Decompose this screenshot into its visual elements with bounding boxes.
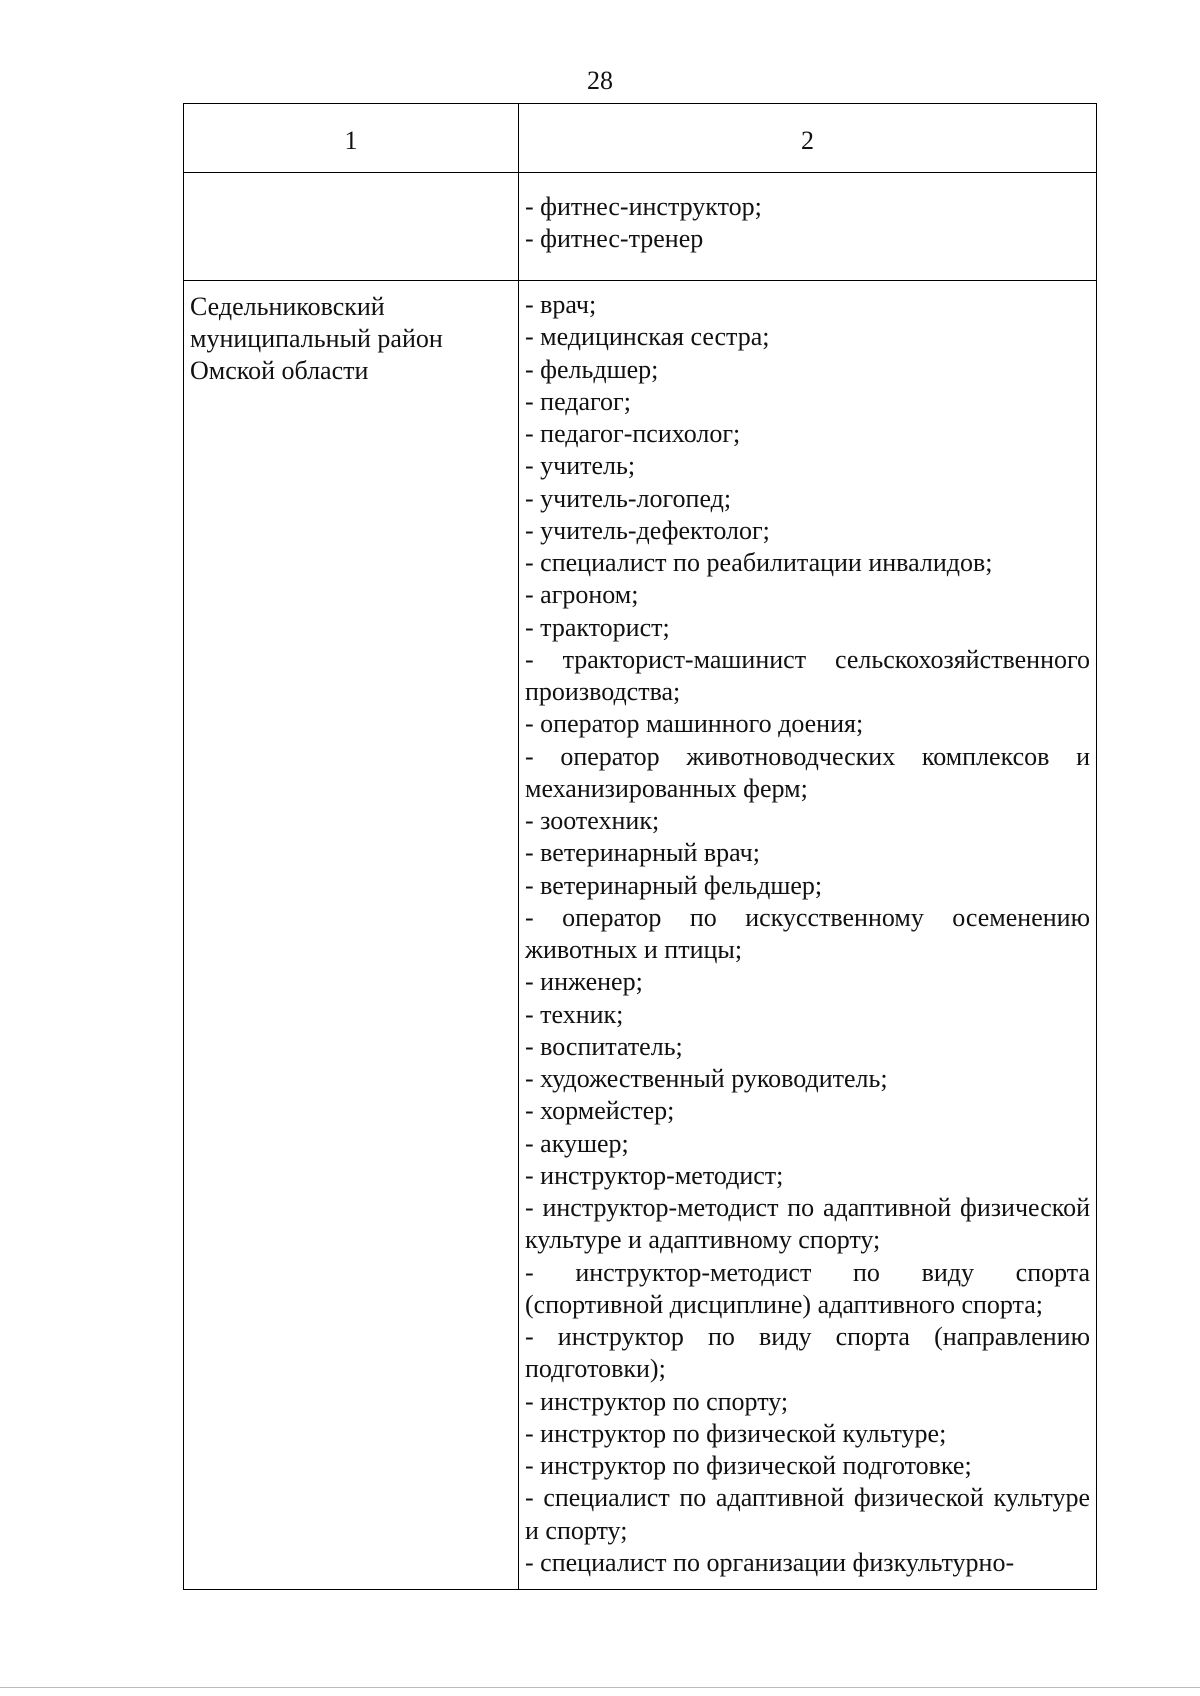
bottom-scan-rule — [0, 1687, 1200, 1688]
profession-item: - фитнес-тренер — [525, 224, 704, 254]
profession-item: - оператор животноводческих комплексов и механизированных ферм; — [525, 741, 1090, 803]
professions-table — [183, 103, 1097, 1590]
table-row-sedelnikovsky — [184, 281, 1097, 1590]
professions-cell-continued — [519, 173, 1097, 281]
profession-item: - ветеринарный фельдшер; — [525, 870, 823, 900]
profession-item: - акушер; — [525, 1128, 629, 1158]
profession-item: - инструктор по спорту; — [525, 1386, 789, 1416]
profession-item: - инструктор-методист; — [525, 1160, 784, 1190]
professions-cell — [519, 281, 1097, 1590]
profession-item: - инструктор по физической культуре; — [525, 1418, 947, 1448]
profession-item: - ветеринарный врач; — [525, 838, 760, 868]
profession-item: - оператор по искусственному осеменению животных и птицы; — [525, 902, 1090, 964]
profession-item: - оператор машинного доения; — [525, 709, 864, 739]
profession-item: - инструктор-методист по виду спорта (спортивной дисциплине) адаптивного спорта; — [525, 1257, 1090, 1319]
profession-item: - инструктор по физической подготовке; — [525, 1451, 972, 1480]
column-header-2: 2 — [519, 104, 1097, 173]
profession-item: - инструктор-методист по адаптивной физической культуре и адаптивному спорту; — [525, 1193, 1090, 1255]
profession-item: - фитнес-инструктор; — [525, 192, 762, 221]
profession-item: - техник; — [525, 999, 624, 1029]
profession-item: - тракторист-машинист сельскохозяйственного производства; — [525, 644, 1090, 706]
profession-item: - фельдшер; — [525, 354, 659, 384]
profession-item: - специалист по организации физкультурно- — [525, 1547, 1015, 1577]
profession-item: - специалист по реабилитации инвалидов; — [525, 548, 993, 577]
profession-item: - зоотехник; — [525, 806, 660, 835]
profession-item: - воспитатель; — [525, 1031, 683, 1061]
profession-item: - инструктор по виду спорта (направлению подготовки); — [525, 1322, 1090, 1384]
profession-item: - учитель-логопед; — [525, 483, 732, 513]
profession-item: - учитель; — [525, 451, 636, 481]
profession-item: - инженер; — [525, 967, 643, 997]
profession-item: - хормейстер; — [525, 1096, 675, 1126]
district-name: Седельниковский муниципальный район Омской области — [190, 292, 443, 385]
empty-district-cell — [184, 173, 519, 281]
profession-item: - учитель-дефектолог; — [525, 515, 770, 545]
profession-item: - специалист по адаптивной физической культуре и спорту; — [525, 1483, 1090, 1545]
column-header-1: 1 — [184, 104, 519, 173]
profession-item: - художественный руководитель; — [525, 1064, 888, 1093]
profession-item: - педагог-психолог; — [525, 419, 741, 448]
profession-item: - медицинская сестра; — [525, 322, 770, 352]
profession-item: - педагог; — [525, 386, 631, 416]
profession-item: - агроном; — [525, 580, 639, 610]
page-number: 28 — [587, 66, 613, 95]
district-cell — [184, 281, 519, 1590]
table-row-continued — [184, 173, 1097, 281]
profession-item: - тракторист; — [525, 612, 670, 642]
table-header-row — [184, 104, 1097, 173]
profession-item: - врач; — [525, 290, 597, 319]
